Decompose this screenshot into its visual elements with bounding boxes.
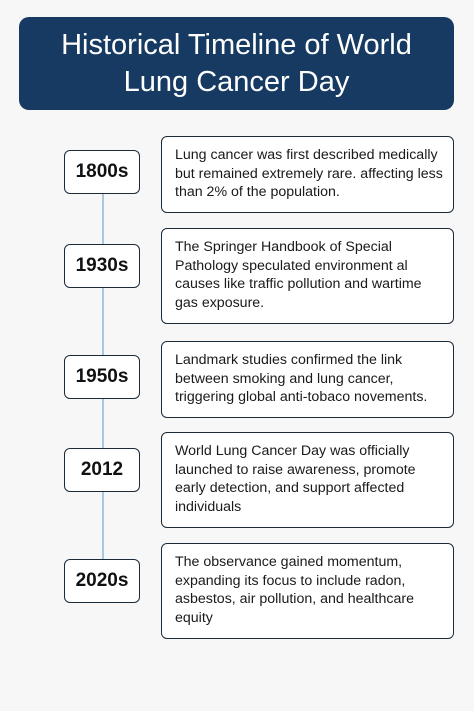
event-card-2012 xyxy=(161,432,454,528)
event-card-2020s xyxy=(161,543,454,639)
event-description: Landmark studies confirmed the link between smoking and lung cancer, triggering global anti-tobaco novements. xyxy=(175,352,428,406)
year-label-1950s: 1950s xyxy=(64,355,140,399)
page-title: Historical Timeline of World Lung Cancer Day xyxy=(61,28,412,98)
year-label-1930s: 1930s xyxy=(64,244,140,288)
year-label-1800s: 1800s xyxy=(64,150,140,194)
title-banner xyxy=(19,17,454,110)
event-description: The Springer Handbook of Special Pathology speculated environment al causes like traffic pollution and wartime gas exposure. xyxy=(175,239,422,311)
event-description: Lung cancer was first described medically but remained extremely rare. affecting less than 2% of the population. xyxy=(175,147,443,201)
event-card-1800s xyxy=(161,136,454,213)
event-description: The observance gained momentum, expanding its focus to include radon, asbestos, air pollution, and healthcare equity xyxy=(175,554,414,626)
event-description: World Lung Cancer Day was officially launched to raise awareness, promote early detection, and support affected individuals xyxy=(175,443,416,515)
year-label-2020s: 2020s xyxy=(64,559,140,603)
year-label-2012: 2012 xyxy=(64,448,140,492)
event-card-1950s xyxy=(161,341,454,418)
event-card-1930s xyxy=(161,228,454,324)
